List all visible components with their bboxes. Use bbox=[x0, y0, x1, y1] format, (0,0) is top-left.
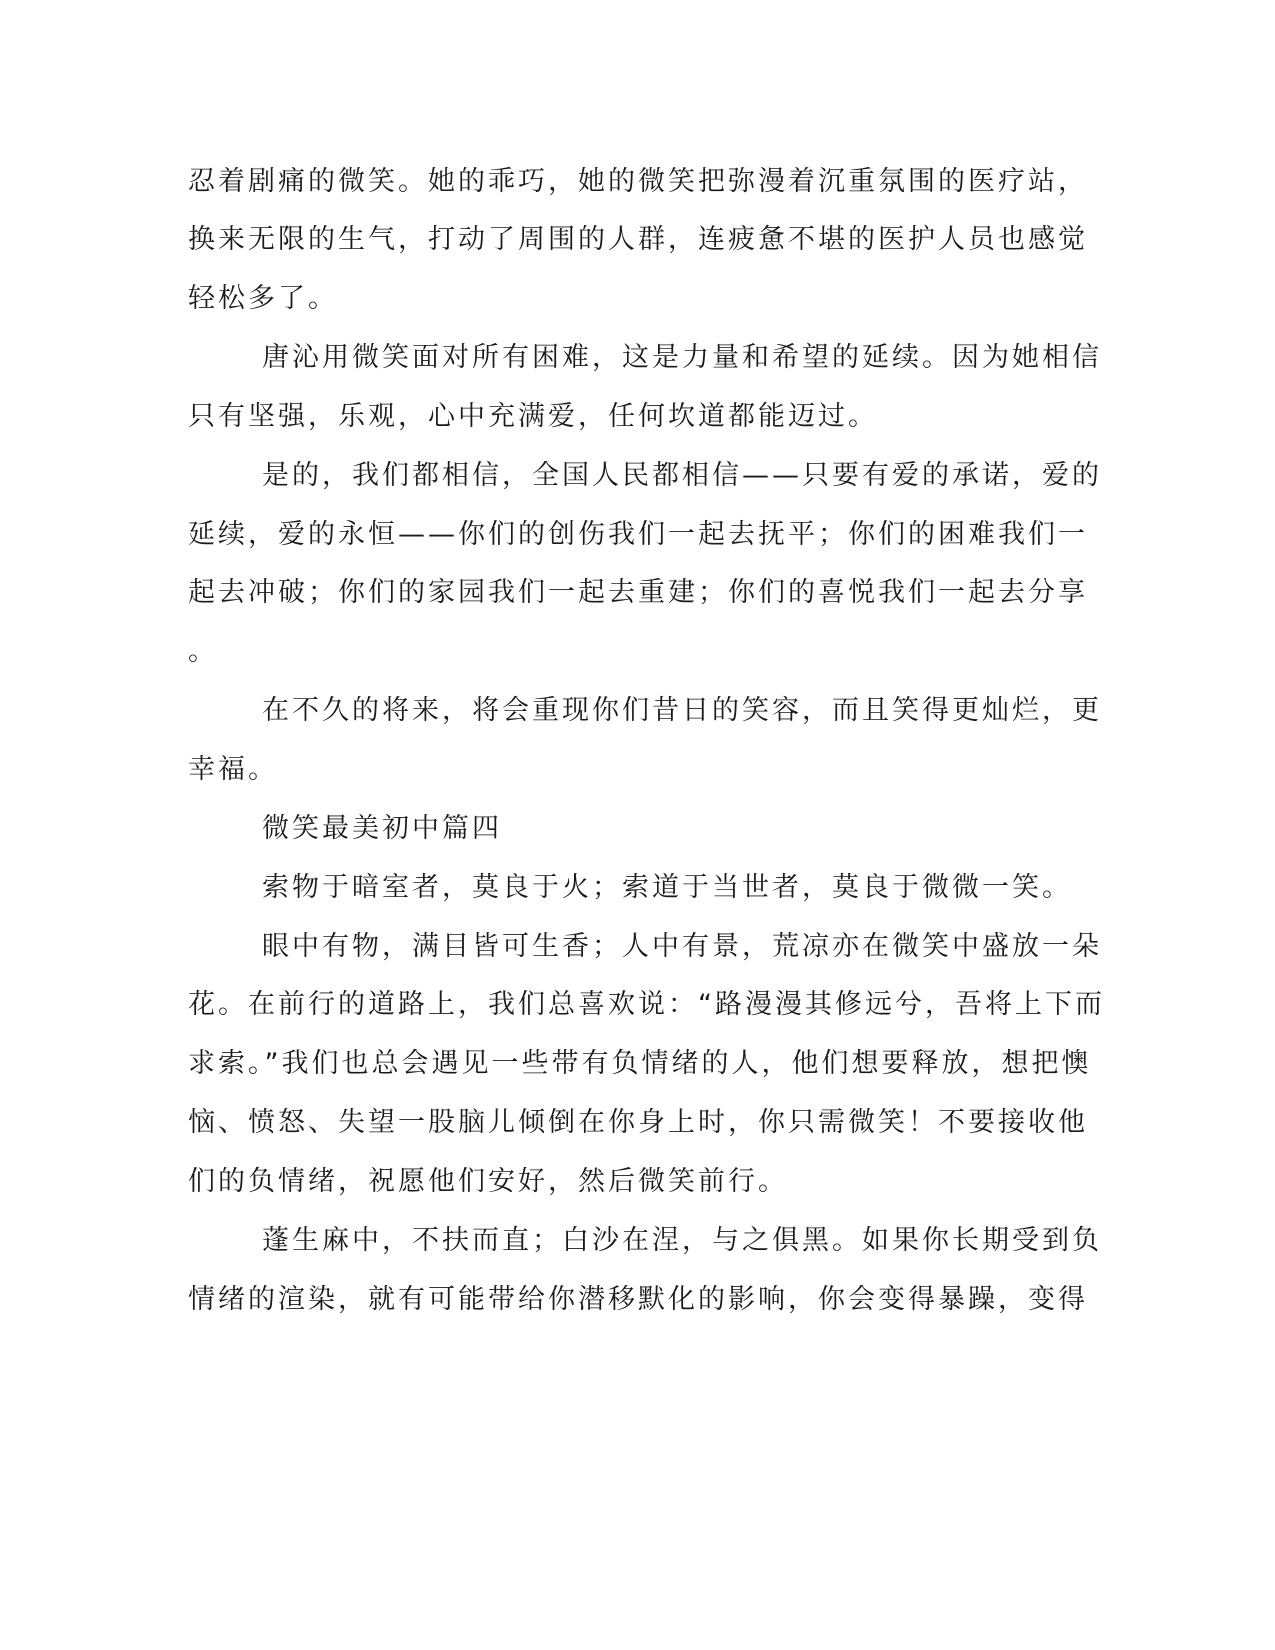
text-line: 起去冲破；你们的家园我们一起去重建；你们的喜悦我们一起去分享 bbox=[188, 577, 1088, 608]
text-line: 忍着剧痛的微笑。她的乖巧，她的微笑把弥漫着沉重氛围的医疗站， bbox=[188, 166, 1088, 197]
text-line: 花。在前行的道路上，我们总喜欢说：“路漫漫其修远兮，吾将上下而 bbox=[188, 989, 1105, 1020]
text-line: 在不久的将来，将会重现你们昔日的笑容，而且笑得更灿烂，更 bbox=[262, 695, 1102, 726]
text-line: 求索。”我们也总会遇见一些带有负情绪的人，他们想要释放，想把懊 bbox=[188, 1048, 1092, 1079]
text-line: 。 bbox=[188, 636, 218, 667]
text-line: 唐沁用微笑面对所有困难，这是力量和希望的延续。因为她相信 bbox=[262, 342, 1102, 373]
text-line: 轻松多了。 bbox=[188, 283, 338, 314]
text-line: 索物于暗室者，莫良于火；索道于当世者，莫良于微微一笑。 bbox=[262, 872, 1072, 903]
section-heading: 微笑最美初中篇四 bbox=[262, 813, 502, 844]
text-line: 延续，爱的永恒——你们的创伤我们一起去抚平；你们的困难我们一 bbox=[188, 519, 1088, 550]
text-line: 是的，我们都相信，全国人民都相信——只要有爱的承诺，爱的 bbox=[262, 460, 1102, 491]
text-line: 蓬生麻中，不扶而直；白沙在涅，与之俱黑。如果你长期受到负 bbox=[262, 1225, 1102, 1256]
text-line: 们的负情绪，祝愿他们安好，然后微笑前行。 bbox=[188, 1166, 788, 1197]
text-line: 只有坚强，乐观，心中充满爱，任何坎道都能迈过。 bbox=[188, 401, 878, 432]
text-line: 恼、愤怒、失望一股脑儿倾倒在你身上时，你只需微笑！不要接收他 bbox=[188, 1107, 1088, 1138]
text-line: 换来无限的生气，打动了周围的人群，连疲惫不堪的医护人员也感觉 bbox=[188, 224, 1088, 255]
text-line: 幸福。 bbox=[188, 754, 278, 785]
text-line: 眼中有物，满目皆可生香；人中有景，荒凉亦在微笑中盛放一朵 bbox=[262, 931, 1102, 962]
text-line: 情绪的渲染，就有可能带给你潜移默化的影响，你会变得暴躁，变得 bbox=[188, 1284, 1088, 1315]
